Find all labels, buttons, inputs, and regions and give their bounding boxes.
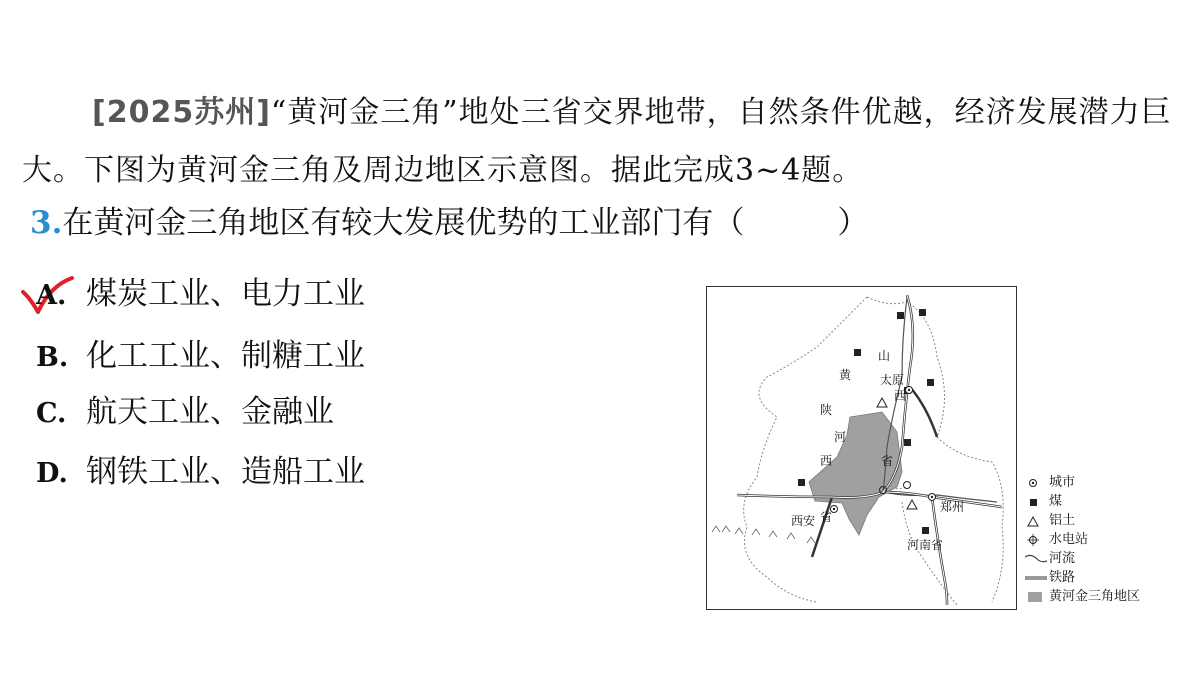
intro-text: “黄河金三角”地处三省交界地带，自然条件优越，经济发展潜力巨大。下图为黄河金三角及周边地区示意图。据此完成3~4题。 <box>22 95 1172 188</box>
option-text: 航天工业、金融业 <box>86 394 334 430</box>
question-3 <box>30 200 1030 246</box>
label-henan: 河南省 <box>907 538 944 552</box>
option-d[interactable] <box>36 450 365 496</box>
coal-icon <box>1025 492 1049 511</box>
option-a[interactable] <box>36 272 365 318</box>
legend-item: 煤 <box>1025 492 1140 511</box>
label-huang: 黄 <box>839 368 852 382</box>
label-shanxi-xi: 西 <box>894 389 907 403</box>
label-xian: 西安 <box>791 514 816 528</box>
label-shan: 山 <box>878 349 891 363</box>
map-figure <box>706 286 1017 610</box>
city-icon <box>1025 473 1049 492</box>
label-sheng-east: 省 <box>881 454 894 468</box>
railway-icon <box>1025 568 1049 587</box>
label-shaanxi-xi: 西 <box>820 454 833 468</box>
option-letter: C. <box>36 398 67 429</box>
question-text: 在黄河金三角地区有较大发展优势的工业部门有（ ） <box>62 205 869 241</box>
legend-item: 铝土 <box>1025 511 1140 530</box>
legend-item: 黄河金三角地区 <box>1025 587 1140 606</box>
hydropower-icon <box>1025 530 1049 549</box>
legend-item: 城市 <box>1025 473 1140 492</box>
option-letter: A. <box>36 280 67 311</box>
label-he: 河 <box>834 430 847 444</box>
golden-triangle-icon <box>1025 587 1049 606</box>
label-zhengzhou: 郑州 <box>940 500 965 514</box>
label-taiyuan: 太原 <box>880 373 905 387</box>
option-text: 化工工业、制糖工业 <box>86 338 365 374</box>
legend-item: 河流 <box>1025 549 1140 568</box>
mountain-symbols <box>712 526 815 543</box>
intro-paragraph <box>22 84 1172 200</box>
label-shaan: 陕 <box>820 403 833 417</box>
map-legend <box>1025 473 1140 606</box>
option-text: 钢铁工业、造船工业 <box>86 454 365 490</box>
option-letter: D. <box>36 458 68 489</box>
map-svg <box>707 287 1016 609</box>
legend-item: 水电站 <box>1025 530 1140 549</box>
bauxite-icon <box>1025 511 1049 530</box>
option-letter: B. <box>36 342 69 373</box>
label-sheng-west: 省 <box>820 510 833 524</box>
option-text: 煤炭工业、电力工业 <box>86 276 365 312</box>
legend-item: 铁路 <box>1025 568 1140 587</box>
river-icon <box>1025 549 1049 568</box>
source-tag: [2025苏州] <box>92 95 271 130</box>
option-b[interactable] <box>36 334 365 380</box>
option-c[interactable] <box>36 390 334 436</box>
question-number: 3. <box>30 205 63 241</box>
